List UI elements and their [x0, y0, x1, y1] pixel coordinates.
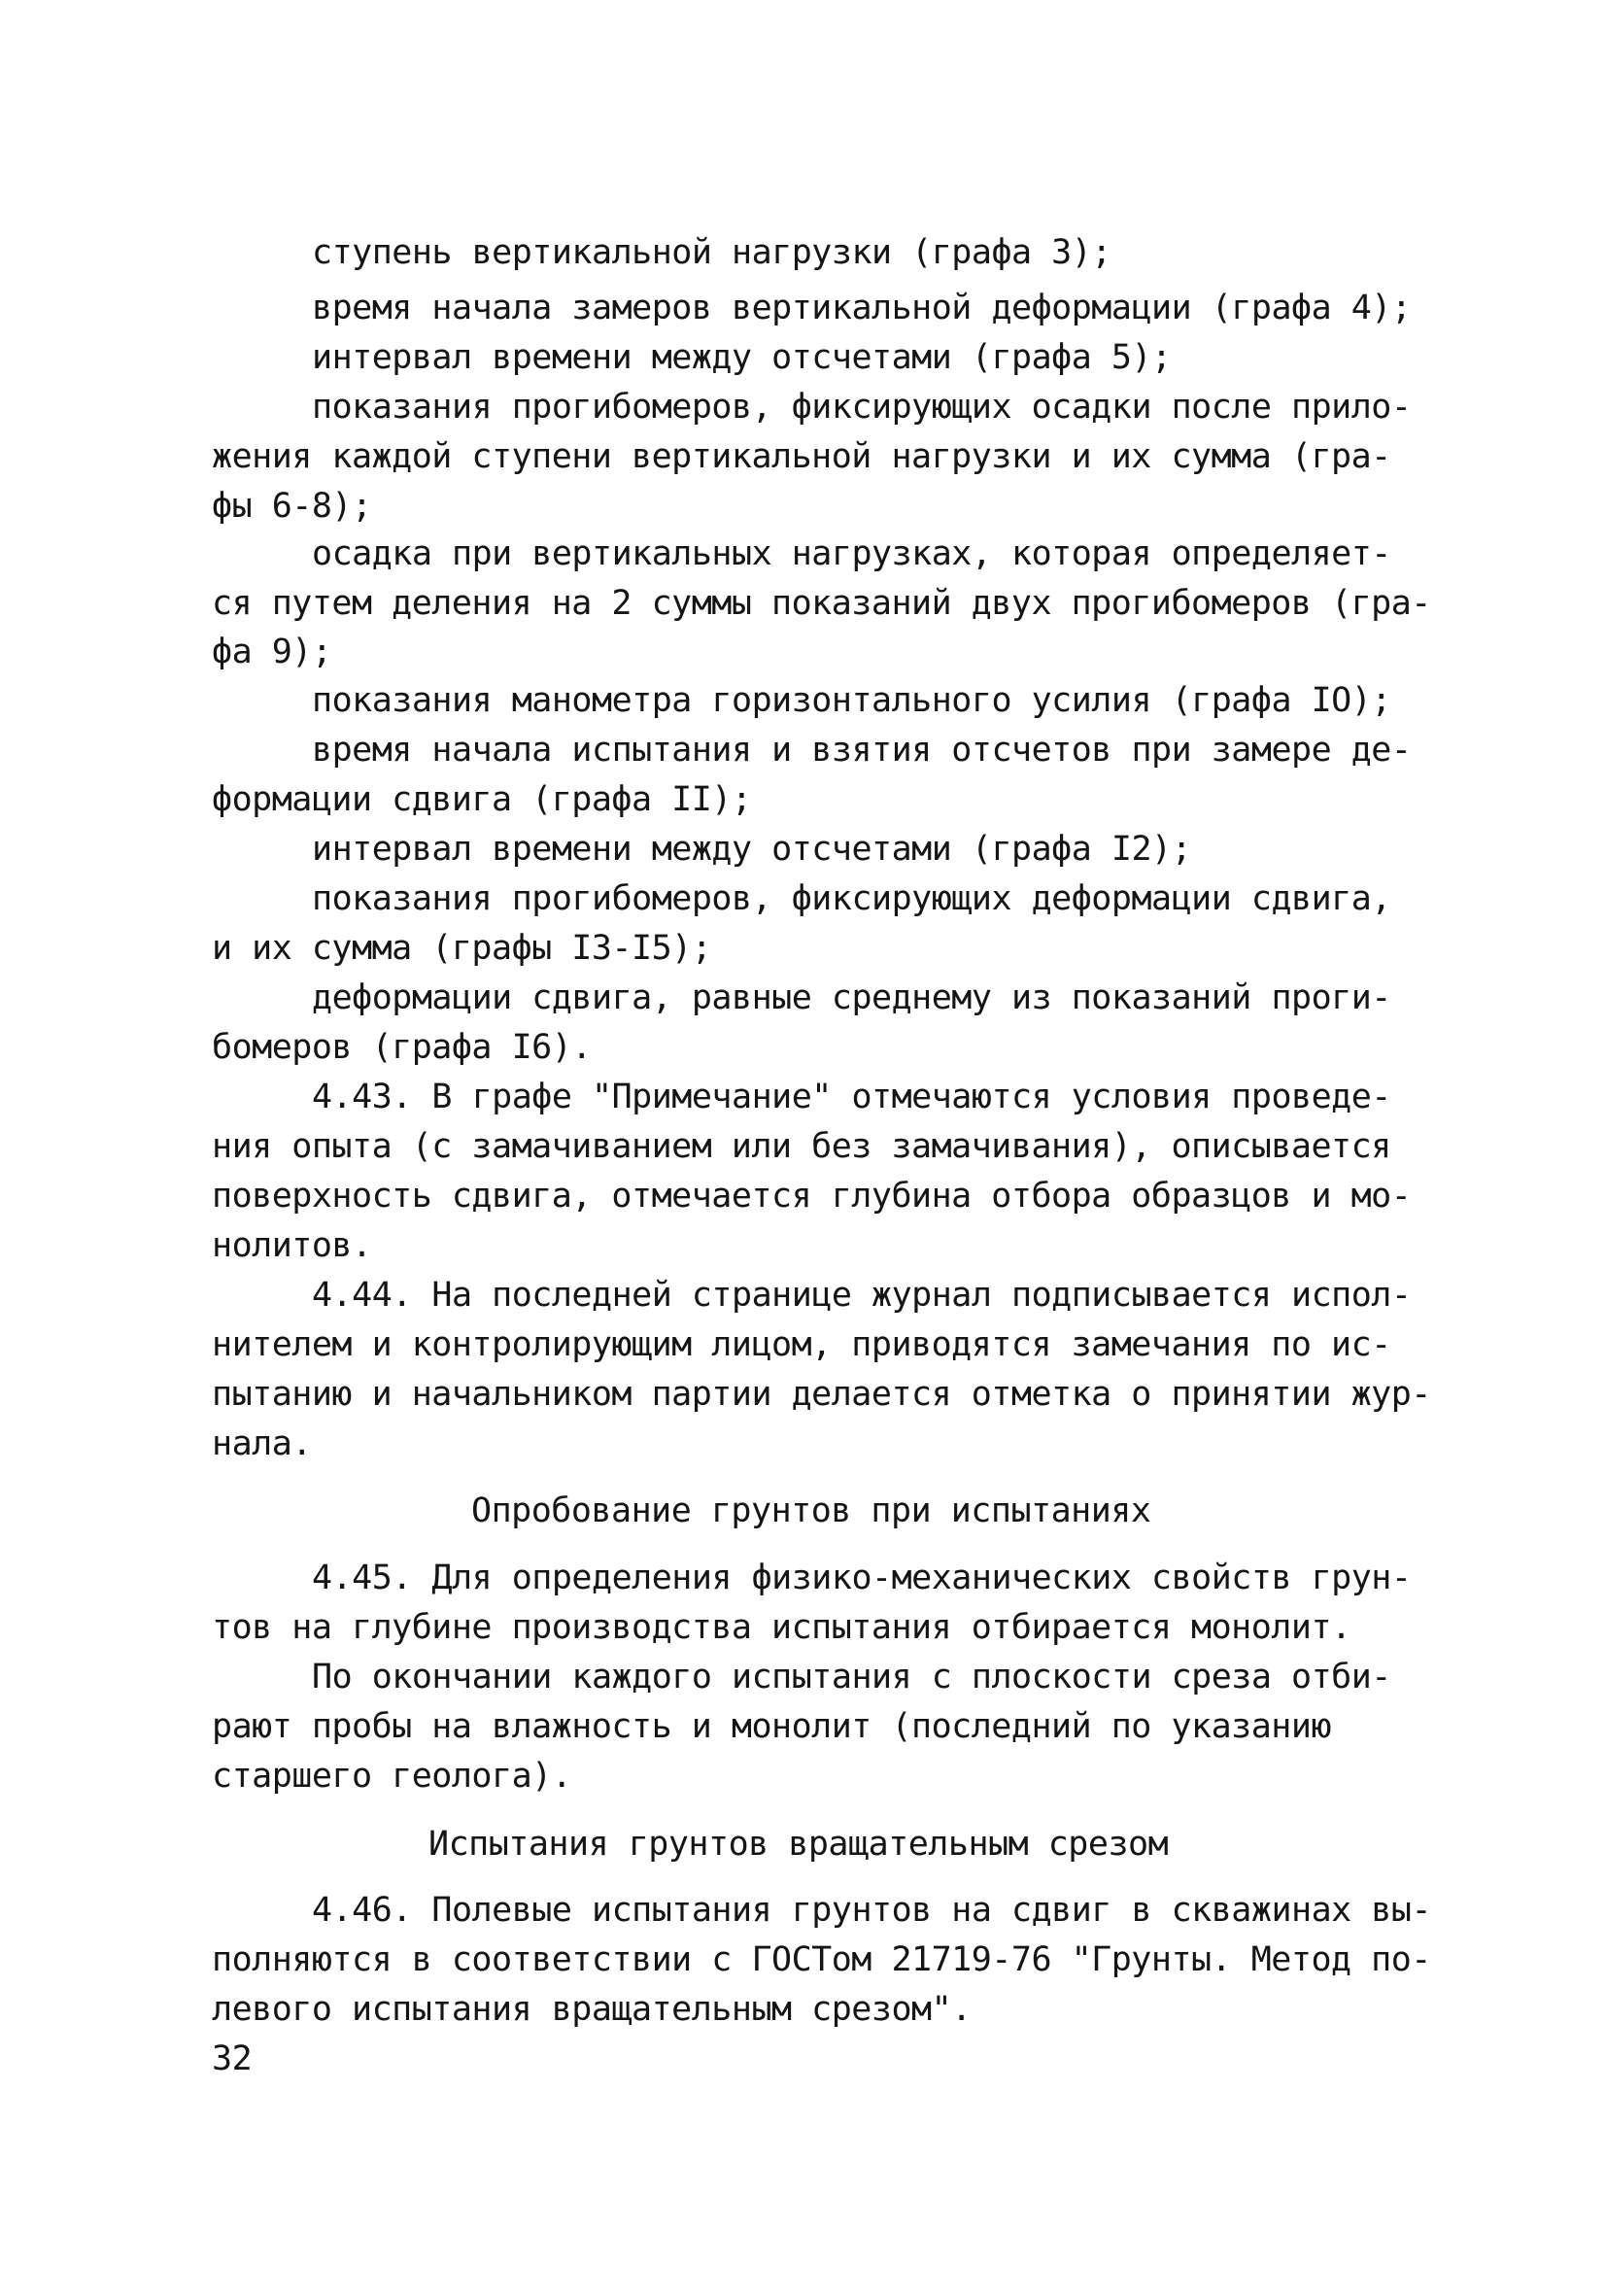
text-line: тов на глубине производства испытания отбирается монолит. [212, 1608, 1351, 1647]
text-line: 4.43. В графе "Примечание" отмечаются условия проведе- [312, 1078, 1391, 1116]
text-line: поверхность сдвига, отмечается глубина отбора образцов и мо- [212, 1177, 1412, 1216]
text-line: По окончании каждого испытания с плоскости среза отби- [312, 1658, 1391, 1696]
text-line: время начала испытания и взятия отсчетов при замере де- [312, 731, 1412, 770]
text-line: интервал времени между отсчетами (графа 5); [312, 338, 1172, 377]
text-line: время начала замеров вертикальной деформации (графа 4); [312, 289, 1412, 327]
text-line: пытанию и начальником партии делается отметка о принятии жур- [212, 1375, 1431, 1414]
text-line: нолитов. [212, 1226, 372, 1265]
text-line: 4.45. Для определения физико-механических свойств грун- [312, 1559, 1412, 1597]
section-heading: Испытания грунтов вращательным срезом [428, 1825, 1169, 1864]
text-line: фа 9); [212, 633, 332, 671]
text-line: и их сумма (графы I3-I5); [212, 929, 712, 968]
text-line: нала. [212, 1424, 312, 1463]
text-line: рают пробы на влажность и монолит (последний по указанию [212, 1707, 1332, 1746]
text-line: левого испытания вращательным срезом". [212, 1990, 972, 2029]
text-line: деформации сдвига, равные среднему из показаний проги- [312, 978, 1391, 1017]
text-line: показания прогибомеров, фиксирующих осадки после прило- [312, 388, 1412, 427]
text-line: осадка при вертикальных нагрузках, которая определяет- [312, 534, 1391, 573]
text-line: старшего геолога). [212, 1757, 572, 1796]
text-line: ния опыта (с замачиванием или без замачивания), описывается [212, 1127, 1391, 1166]
text-line: ся путем деления на 2 суммы показаний двух прогибомеров (гра- [212, 584, 1431, 623]
text-line: жения каждой ступени вертикальной нагрузки и их сумма (гра- [212, 437, 1391, 476]
page-number: 32 [212, 2039, 253, 2078]
text-line: бомеров (графа I6). [212, 1028, 592, 1067]
text-line: показания манометра горизонтального усилия (графа IO); [312, 681, 1391, 720]
text-line: формации сдвига (графа II); [212, 780, 752, 819]
text-line: полняются в соответствии с ГОСТом 21719-76 "Грунты. Метод по- [212, 1940, 1431, 1979]
text-line: интервал времени между отсчетами (графа I2); [312, 830, 1192, 869]
text-line: нителем и контролирующим лицом, приводятся замечания по ис- [212, 1325, 1391, 1364]
text-line: 4.44. На последней странице журнал подписывается испол- [312, 1276, 1412, 1315]
section-heading: Опробование грунтов при испытаниях [471, 1491, 1151, 1530]
text-line: ступень вертикальной нагрузки (графа 3); [312, 233, 1111, 272]
text-line: показания прогибомеров, фиксирующих деформации сдвига, [312, 879, 1391, 918]
text-line: фы 6-8); [212, 487, 372, 526]
text-line: 4.46. Полевые испытания грунтов на сдвиг в скважинах вы- [312, 1891, 1432, 1930]
